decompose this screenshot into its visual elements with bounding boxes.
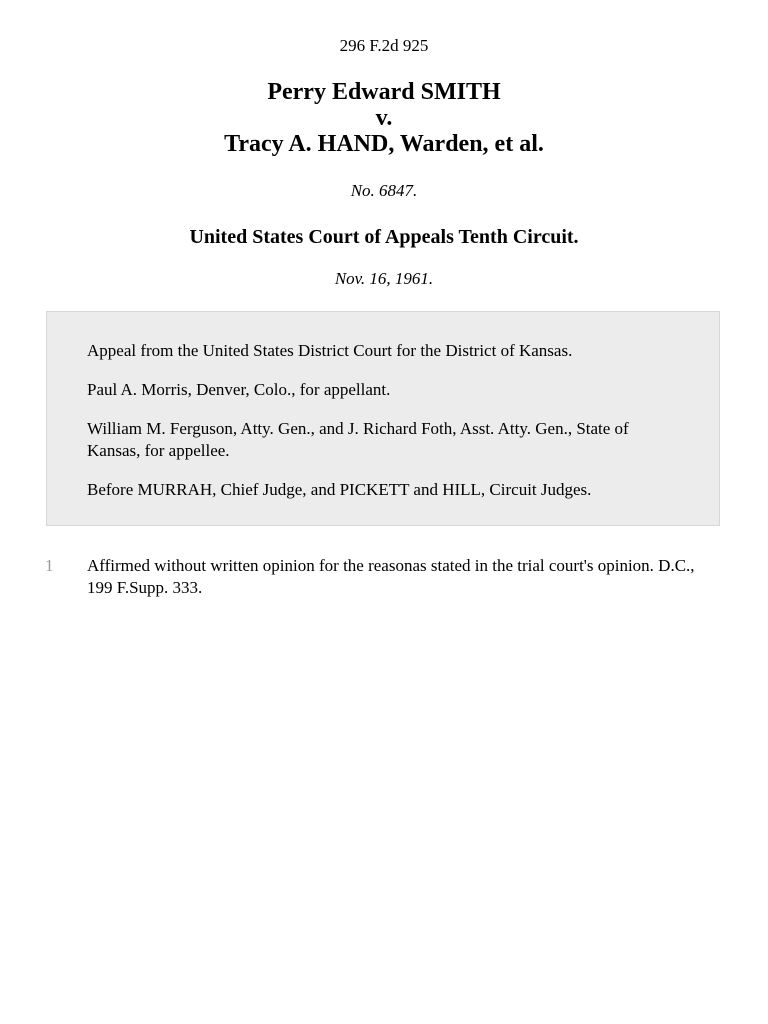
plaintiff-name: Perry Edward SMITH: [267, 79, 501, 105]
prelims-box: [46, 311, 720, 526]
versus-label: v.: [375, 105, 393, 131]
decision-date: Nov. 16, 1961.: [334, 269, 434, 288]
docket-number: No. 6847.: [350, 181, 418, 200]
appellee-counsel: William M. Ferguson, Atty. Gen., and J. Richard Foth, Asst. Atty. Gen., State of Kansas, for appellee.: [87, 419, 629, 460]
case-caption: [0, 79, 768, 157]
judges-panel: Before MURRAH, Chief Judge, and PICKETT and HILL, Circuit Judges.: [87, 480, 592, 499]
case-citation: 296 F.2d 925: [339, 36, 429, 55]
defendant-name: Tracy A. HAND, Warden, et al.: [224, 131, 544, 157]
paragraph-text: Affirmed without written opinion for the reasonas stated in the trial court's opinion. D.C., 199 F.Supp. 333.: [87, 556, 695, 597]
appeal-statement: Appeal from the United States District Court for the District of Kansas.: [87, 341, 573, 360]
paragraph-number: 1: [45, 556, 54, 575]
court-name: United States Court of Appeals Tenth Circuit.: [189, 226, 579, 248]
appellant-counsel: Paul A. Morris, Denver, Colo., for appellant.: [87, 380, 391, 399]
